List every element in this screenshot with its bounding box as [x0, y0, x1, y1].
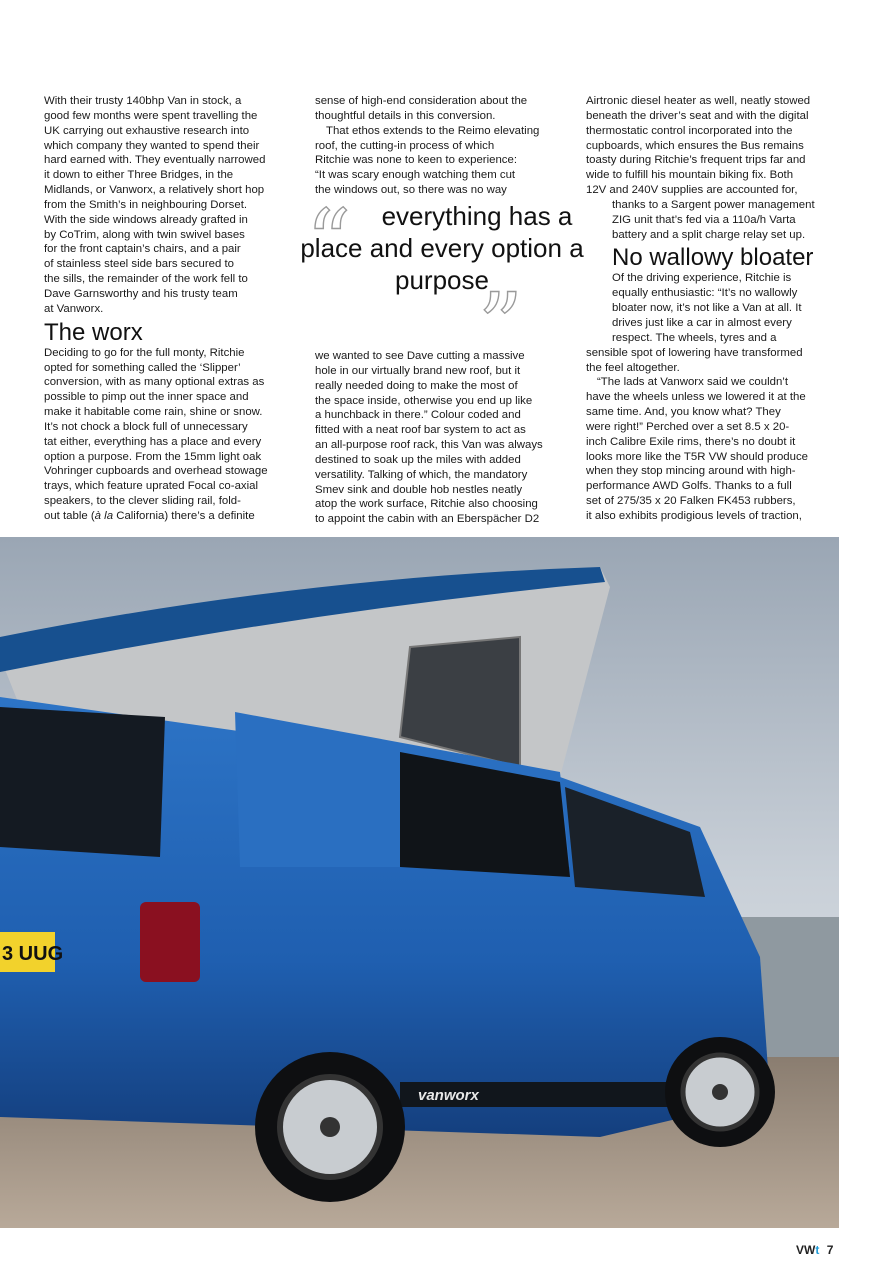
paragraph: thanks to a Sargent power management ZIG unit that’s fed via a 110a/h Varta battery and a split charge relay set up.: [612, 198, 815, 241]
paragraph: “The lads at Vanworx said we couldn’t have the wheels unless we lowered it at the same time. And, you know what? They were right!” Perched over a set 8.5 x 20- inch Calibre Exile rims, there’s no doubt it looks more like the T5R VW should produce when they stop mincing around with high- performance AWD Golfs. Thanks to a full set of 275/35 x 20 Falken FK453 rubbers, it also exhibits prodigious levels of traction,: [586, 376, 809, 522]
column-2-top: [315, 94, 570, 198]
tail-light: [140, 902, 200, 982]
close-quote-icon: ”: [478, 274, 523, 377]
paragraph: With their trusty 140bhp Van in stock, a good few months were spent travelling the UK carrying out exhaustive research into which company they wanted to spend their hard earned with. They eventually narrowed it down to either Three Bridges, in the Midlands, or Vanworx, a relatively short hop from the Smith’s in neighbouring Dorset. With the side windows already grafted in by CoTrim, along with twin swivel bases for the front captain’s chairs, and a pair of stainless steel side bars secured to the sills, the remainder of the work fell to Dave Garnsworthy and his trusty team at Vanworx.: [44, 95, 266, 315]
van-photo: [0, 537, 839, 1228]
column-1: [44, 94, 296, 524]
paragraph: sense of high-end consideration about the thoughtful details in this conversion.: [315, 95, 528, 122]
plate-text: 3 UUG: [2, 943, 64, 965]
paragraph: Of the driving experience, Ritchie is equally enthusiastic: “It’s no wallowly bloater now, it’s not like a Van at all. It drives just like a car in almost every respect. The wheels, tyres and a: [612, 272, 802, 344]
paragraph: That ethos extends to the Reimo elevating roof, the cutting-in process of which Ritchie was none to keen to experience: “It was scary enough watching them cut the windows out, so there was no way: [315, 124, 540, 197]
rear-window: [0, 707, 165, 857]
magazine-logo: VWt: [796, 1243, 820, 1257]
heading-the-worx: The worx: [44, 318, 143, 346]
vanworx-decal: vanworx: [418, 1087, 479, 1104]
paragraph: Deciding to go for the full monty, Ritchie opted for something called the ‘Slipper’ conversion, with as many optional extras as possible to pimp out the inner space and make it habitable come rain, shine or snow. It’s not chock a block full of unnecessary tat either, everything has a place and every option a purpose. From the 15mm light oak Vohringer cupboards and overhead stowage trays, which feature uprated Focal co-axial speakers, to the clever sliding rail, fold- out table (à la California) there’s a definite: [44, 346, 268, 522]
open-quote-icon: “: [306, 190, 351, 293]
column-2-bottom: [315, 349, 573, 527]
paragraph: we wanted to see Dave cutting a massive hole in our virtually brand new roof, but it really needed doing to make the most of the space inside, otherwise you end up like a hunchback in there.” Colour coded and fitted with a neat roof bar system to act as an all-purpose roof rack, this Van was always destined to soak up the miles with added versatility. Talking of which, the mandatory Smev sink and double hob nestles neatly atop the work surface, Ritchie also choosing to appoint the cabin with an Eberspächer D2: [315, 350, 543, 526]
paragraph: Airtronic diesel heater as well, neatly stowed beneath the driver’s seat and with the digital thermostatic control incorporated into the cupboards, which ensures the Bus remains toasty during Ritchie’s frequent trips far and wide to fulfill his mountain biking fix. Both 12V and 240V supplies are accounted for,: [586, 95, 811, 197]
van-illustration: [0, 537, 839, 1228]
paragraph: sensible spot of lowering have transformed the feel altogether.: [586, 346, 803, 374]
page-footer: [796, 1243, 833, 1257]
page-number: 7: [826, 1243, 834, 1257]
heading-no-wallowy-bloater: No wallowy bloater: [612, 244, 814, 272]
pull-quote: everything has a place and every option a purpose: [300, 201, 584, 295]
column-3: [586, 94, 842, 524]
